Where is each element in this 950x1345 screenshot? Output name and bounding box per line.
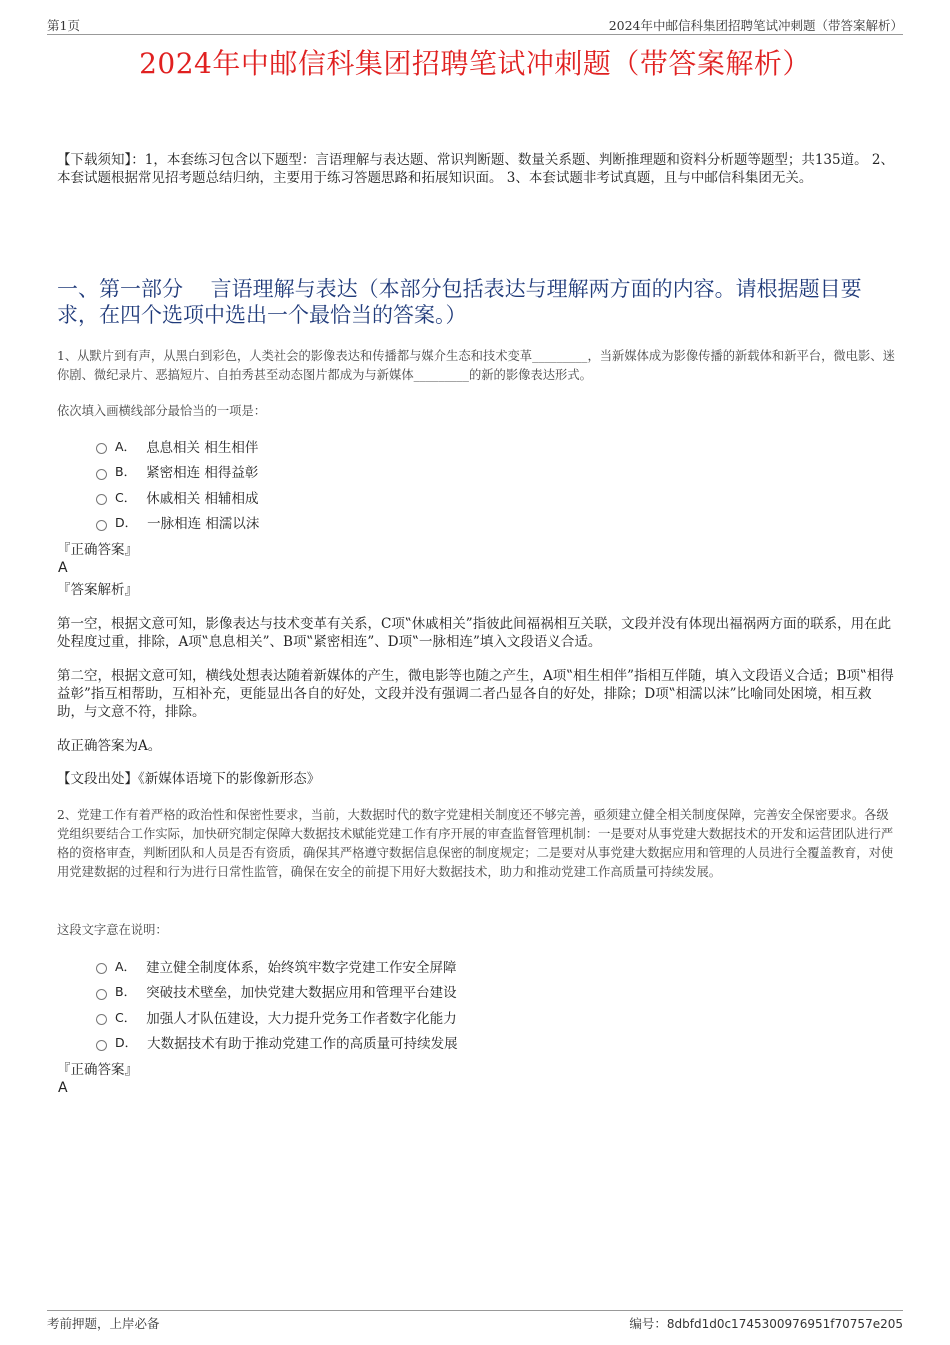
footer-code-label: 编号： xyxy=(629,1316,667,1331)
radio-icon[interactable] xyxy=(96,494,107,505)
header-doc-title: 2024年中邮信科集团招聘笔试冲刺题（带答案解析） xyxy=(608,18,903,33)
radio-icon[interactable] xyxy=(96,443,107,454)
question-2-option-b[interactable]: B． 突破技术壁垒，加快党建大数据应用和管理平台建设 xyxy=(96,979,458,1005)
footer-slogan: 考前押题，上岸必备 xyxy=(47,1316,160,1331)
footer-divider xyxy=(47,1310,903,1311)
page-number: 第1页 xyxy=(47,18,80,33)
radio-icon[interactable] xyxy=(96,963,107,974)
document-title: 2024年中邮信科集团招聘笔试冲刺题（带答案解析） xyxy=(139,47,811,80)
question-2-answer-label: 『正确答案』 xyxy=(57,1062,138,1078)
question-1-option-d[interactable]: D． 一脉相连 相濡以沫 xyxy=(96,510,259,536)
question-2-option-d[interactable]: D． 大数据技术有助于推动党建工作的高质量可持续发展 xyxy=(96,1030,458,1056)
download-notice: 【下载须知】：1，本套练习包含以下题型：言语理解与表达题、常识判断题、数量关系题、判断推理题和资料分析题等题型；共135道。 2、本套试题根据常见招考题总结归纳，主要用于练习答题思路和拓展知识面。 3、本套试题非考试真题，且与中邮信科集团无关。 xyxy=(57,152,894,186)
question-2-answer: A xyxy=(58,1080,68,1096)
footer-code xyxy=(629,1314,903,1332)
radio-icon[interactable] xyxy=(96,469,107,480)
radio-icon[interactable] xyxy=(96,989,107,1000)
question-2-option-a[interactable]: A． 建立健全制度体系，始终筑牢数字党建工作安全屏障 xyxy=(96,953,458,979)
question-1-option-b[interactable]: B． 紧密相连 相得益彰 xyxy=(96,459,259,485)
question-1-analysis-2: 第二空，根据文意可知，横线处想表达随着新媒体的产生，微电影等也随之产生，A项‟相生相伴”指相互伴随，填入文段语义合适；B项‟相得益彰”指互相帮助，互相补充，更能显出各自的好处，文段并没有强调二者凸显各自的好处，排除；D项‟相濡以沫”比喻同处困境，相互救助，与文意不符，排除。 xyxy=(57,668,894,720)
question-2-option-c[interactable]: C． 加强人才队伍建设，大力提升党务工作者数字化能力 xyxy=(96,1004,458,1030)
question-1-option-c[interactable]: C． 休戚相关 相辅相成 xyxy=(96,484,259,510)
radio-icon[interactable] xyxy=(96,1040,107,1051)
question-1-answer-label: 『正确答案』 xyxy=(57,542,138,558)
question-1-answer: A xyxy=(58,560,68,576)
section-heading: 一、第一部分 言语理解与表达（本部分包括表达与理解两方面的内容。请根据题目要求，在四个选项中选出一个最恰当的答案。） xyxy=(57,277,862,327)
question-2-stem: 2、党建工作有着严格的政治性和保密性要求，当前，大数据时代的数字党建相关制度还不够完善，亟须建立健全相关制度保障，完善安全保密要求。各级党组织要结合工作实际，加快研究制定保障大数据技术赋能党建工作有序开展的审查监督管理机制：一是要对从事党建大数据技术的开发和运营团队进行严格的资格审查，判断团队和人员是否有资质，确保其严格遵守数据信息保密的制度规定；二是要对从事党建大数据应用和管理的人员进行全覆盖教育，对使用党建数据的过程和行为进行日常性监管，确保在安全的前提下用好大数据技术，助力和推动党建工作高质量可持续发展。 xyxy=(57,808,894,879)
page-header xyxy=(47,14,903,35)
question-1-source: 【文段出处】《新媒体语境下的影像新形态》 xyxy=(57,771,321,787)
radio-icon[interactable] xyxy=(96,1014,107,1025)
footer-code-value: 8dbfd1d0c1745300976951f70757e205 xyxy=(666,1317,903,1331)
question-2-options xyxy=(96,953,458,1055)
question-1-analysis-label: 『答案解析』 xyxy=(57,582,138,598)
question-1-option-a[interactable]: A． 息息相关 相生相伴 xyxy=(96,433,259,459)
question-1-options xyxy=(96,433,259,535)
question-1-analysis-1: 第一空，根据文意可知，影像表达与技术变革有关系，C项‟休戚相关”指彼此间福祸相互关联，文段并没有体现出福祸两方面的联系，用在此处程度过重，排除，A项‟息息相关”、B项‟紧密相连”、D项‟一脉相连”填入文段语义合适。 xyxy=(57,616,892,650)
question-1-analysis-3: 故正确答案为A。 xyxy=(57,738,162,754)
radio-icon[interactable] xyxy=(96,520,107,531)
question-1-prompt: 依次填入画横线部分最恰当的一项是： xyxy=(57,404,267,418)
question-2-prompt: 这段文字意在说明： xyxy=(57,923,168,937)
question-1-stem: 1、从默片到有声，从黑白到彩色，人类社会的影像表达和传播都与媒介生态和技术变革_________，当新媒体成为影像传播的新载体和新平台，微电影、迷你剧、微纪录片、恶搞短片、自拍秀甚至动态图片都成为与新媒体_________的新的影像表达形式。 xyxy=(57,349,895,382)
